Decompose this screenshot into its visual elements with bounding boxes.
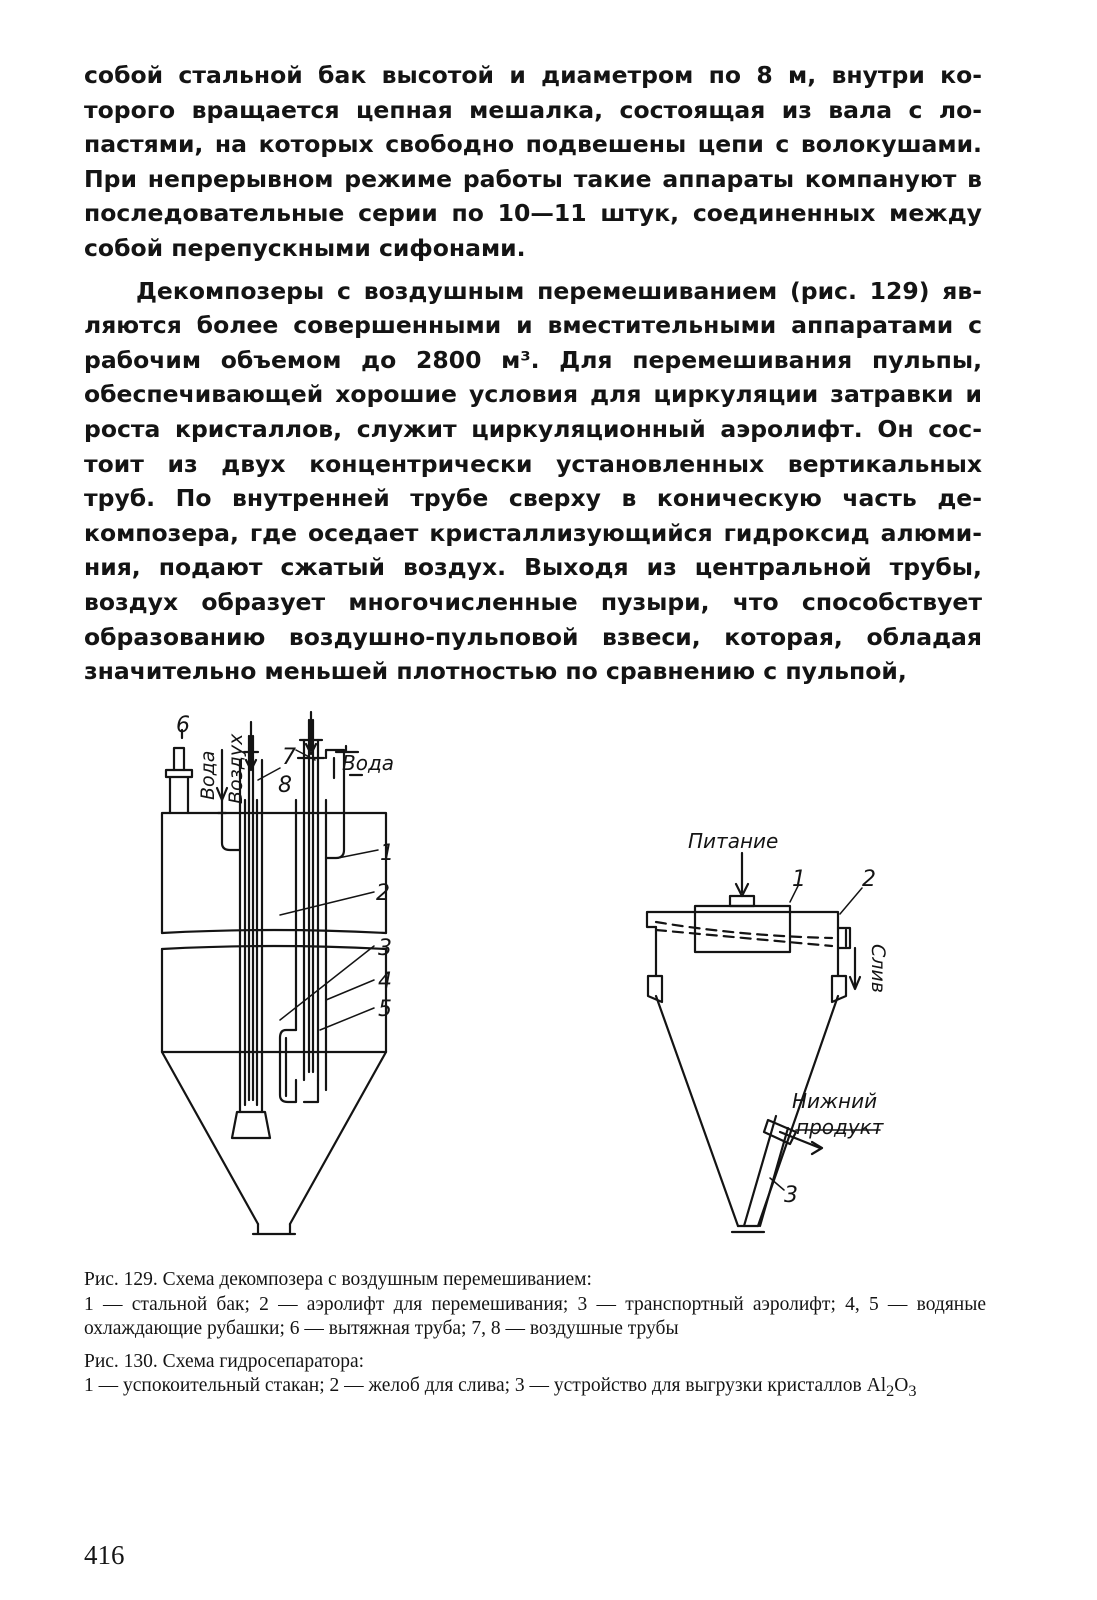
fig129-label-5: 5 [378, 997, 392, 1022]
fig129-label-4: 4 [378, 969, 392, 994]
fig130-label-feed: Питание [688, 829, 779, 853]
fig130-sub-2: 3 [908, 1382, 917, 1401]
fig130-label-3: 3 [784, 1183, 798, 1208]
paragraph-1: собой стальной бак высотой и диаметром по 8 м, внутри которого вращается цепная мешалка, состоящая из вала с лопастями, на которых свободно подвешены цепи с волокушами. При непрерывном режиме работы такие аппараты компануют в последовательные серии по 10—11 штук, соединенных между собой перепускными сифонами. [84, 61, 982, 262]
figures-area [0, 700, 1097, 1260]
fig129-label-3: 3 [378, 936, 392, 961]
body-text [84, 58, 982, 689]
fig129-caption-legend [84, 1293, 986, 1342]
fig130-sub-1: 2 [886, 1382, 895, 1401]
fig129-caption-title: Рис. 129. Схема декомпозера с воздушным перемешиванием: [84, 1269, 592, 1290]
fig129-legend-text: 1 — стальной бак; 2 — аэролифт для перемешивания; 3 — транспортный аэролифт; 4, 5 — водяные охлаждающие рубашки; 6 — вытяжная труба; 7, 8 — воздушные трубы [84, 1293, 986, 1340]
fig129-label-7: 7 [282, 745, 296, 770]
fig129-label-6: 6 [176, 713, 190, 738]
fig130-label-bottom-1: Нижний [792, 1089, 878, 1113]
paragraph-2: Декомпозеры с воздушным перемешиванием (рис. 129) являются более совершенными и вместительными аппаратами с рабочим объемом до 2800 м³. Для перемешивания пульпы, обеспечивающей хорошие условия для циркуляции затравки и роста кристаллов, служит циркуляционный аэролифт. Он состоит из двух концентрически установленных вертикальных труб. По внутренней трубе сверху в коническую часть декомпозера, где оседает кристаллизующийся гидроксид алюминия, подают сжатый воздух. Выходя из центральной трубы, воздух образует многочисленные пузыри, что способствует образованию воздушно-пульповой взвеси, которая, обладая значительно меньшей плотностью по сравнению с пульпой, [84, 276, 982, 686]
figure-captions [84, 1268, 986, 1404]
fig130-label-1: 1 [792, 867, 806, 892]
figures-drawing [0, 700, 1097, 1260]
fig129-label-air: Воздух [225, 733, 247, 804]
figure-130-hydroseparator [647, 853, 880, 1232]
fig130-caption-legend [84, 1374, 986, 1403]
figure-129-decomposer [162, 712, 386, 1234]
page-number: 416 [84, 1540, 125, 1570]
fig130-label-2: 2 [862, 867, 876, 892]
fig130-caption-title: Рис. 130. Схема гидросепаратора: [84, 1350, 365, 1372]
fig129-label-8: 8 [278, 773, 292, 798]
fig129-label-2: 2 [376, 881, 390, 906]
fig130-label-overflow: Слив [867, 944, 889, 993]
fig130-legend-text: 1 — успокоительный стакан; 2 — желоб для слива; 3 — устройство для выгрузки кристаллов Al [84, 1375, 887, 1397]
fig129-label-1: 1 [380, 841, 394, 866]
fig130-label-bottom-2: продукт [796, 1115, 884, 1139]
fig129-label-water-right: Вода [342, 751, 395, 775]
fig129-label-water-left: Вода [197, 750, 219, 800]
fig130-legend-o: O [894, 1375, 909, 1397]
